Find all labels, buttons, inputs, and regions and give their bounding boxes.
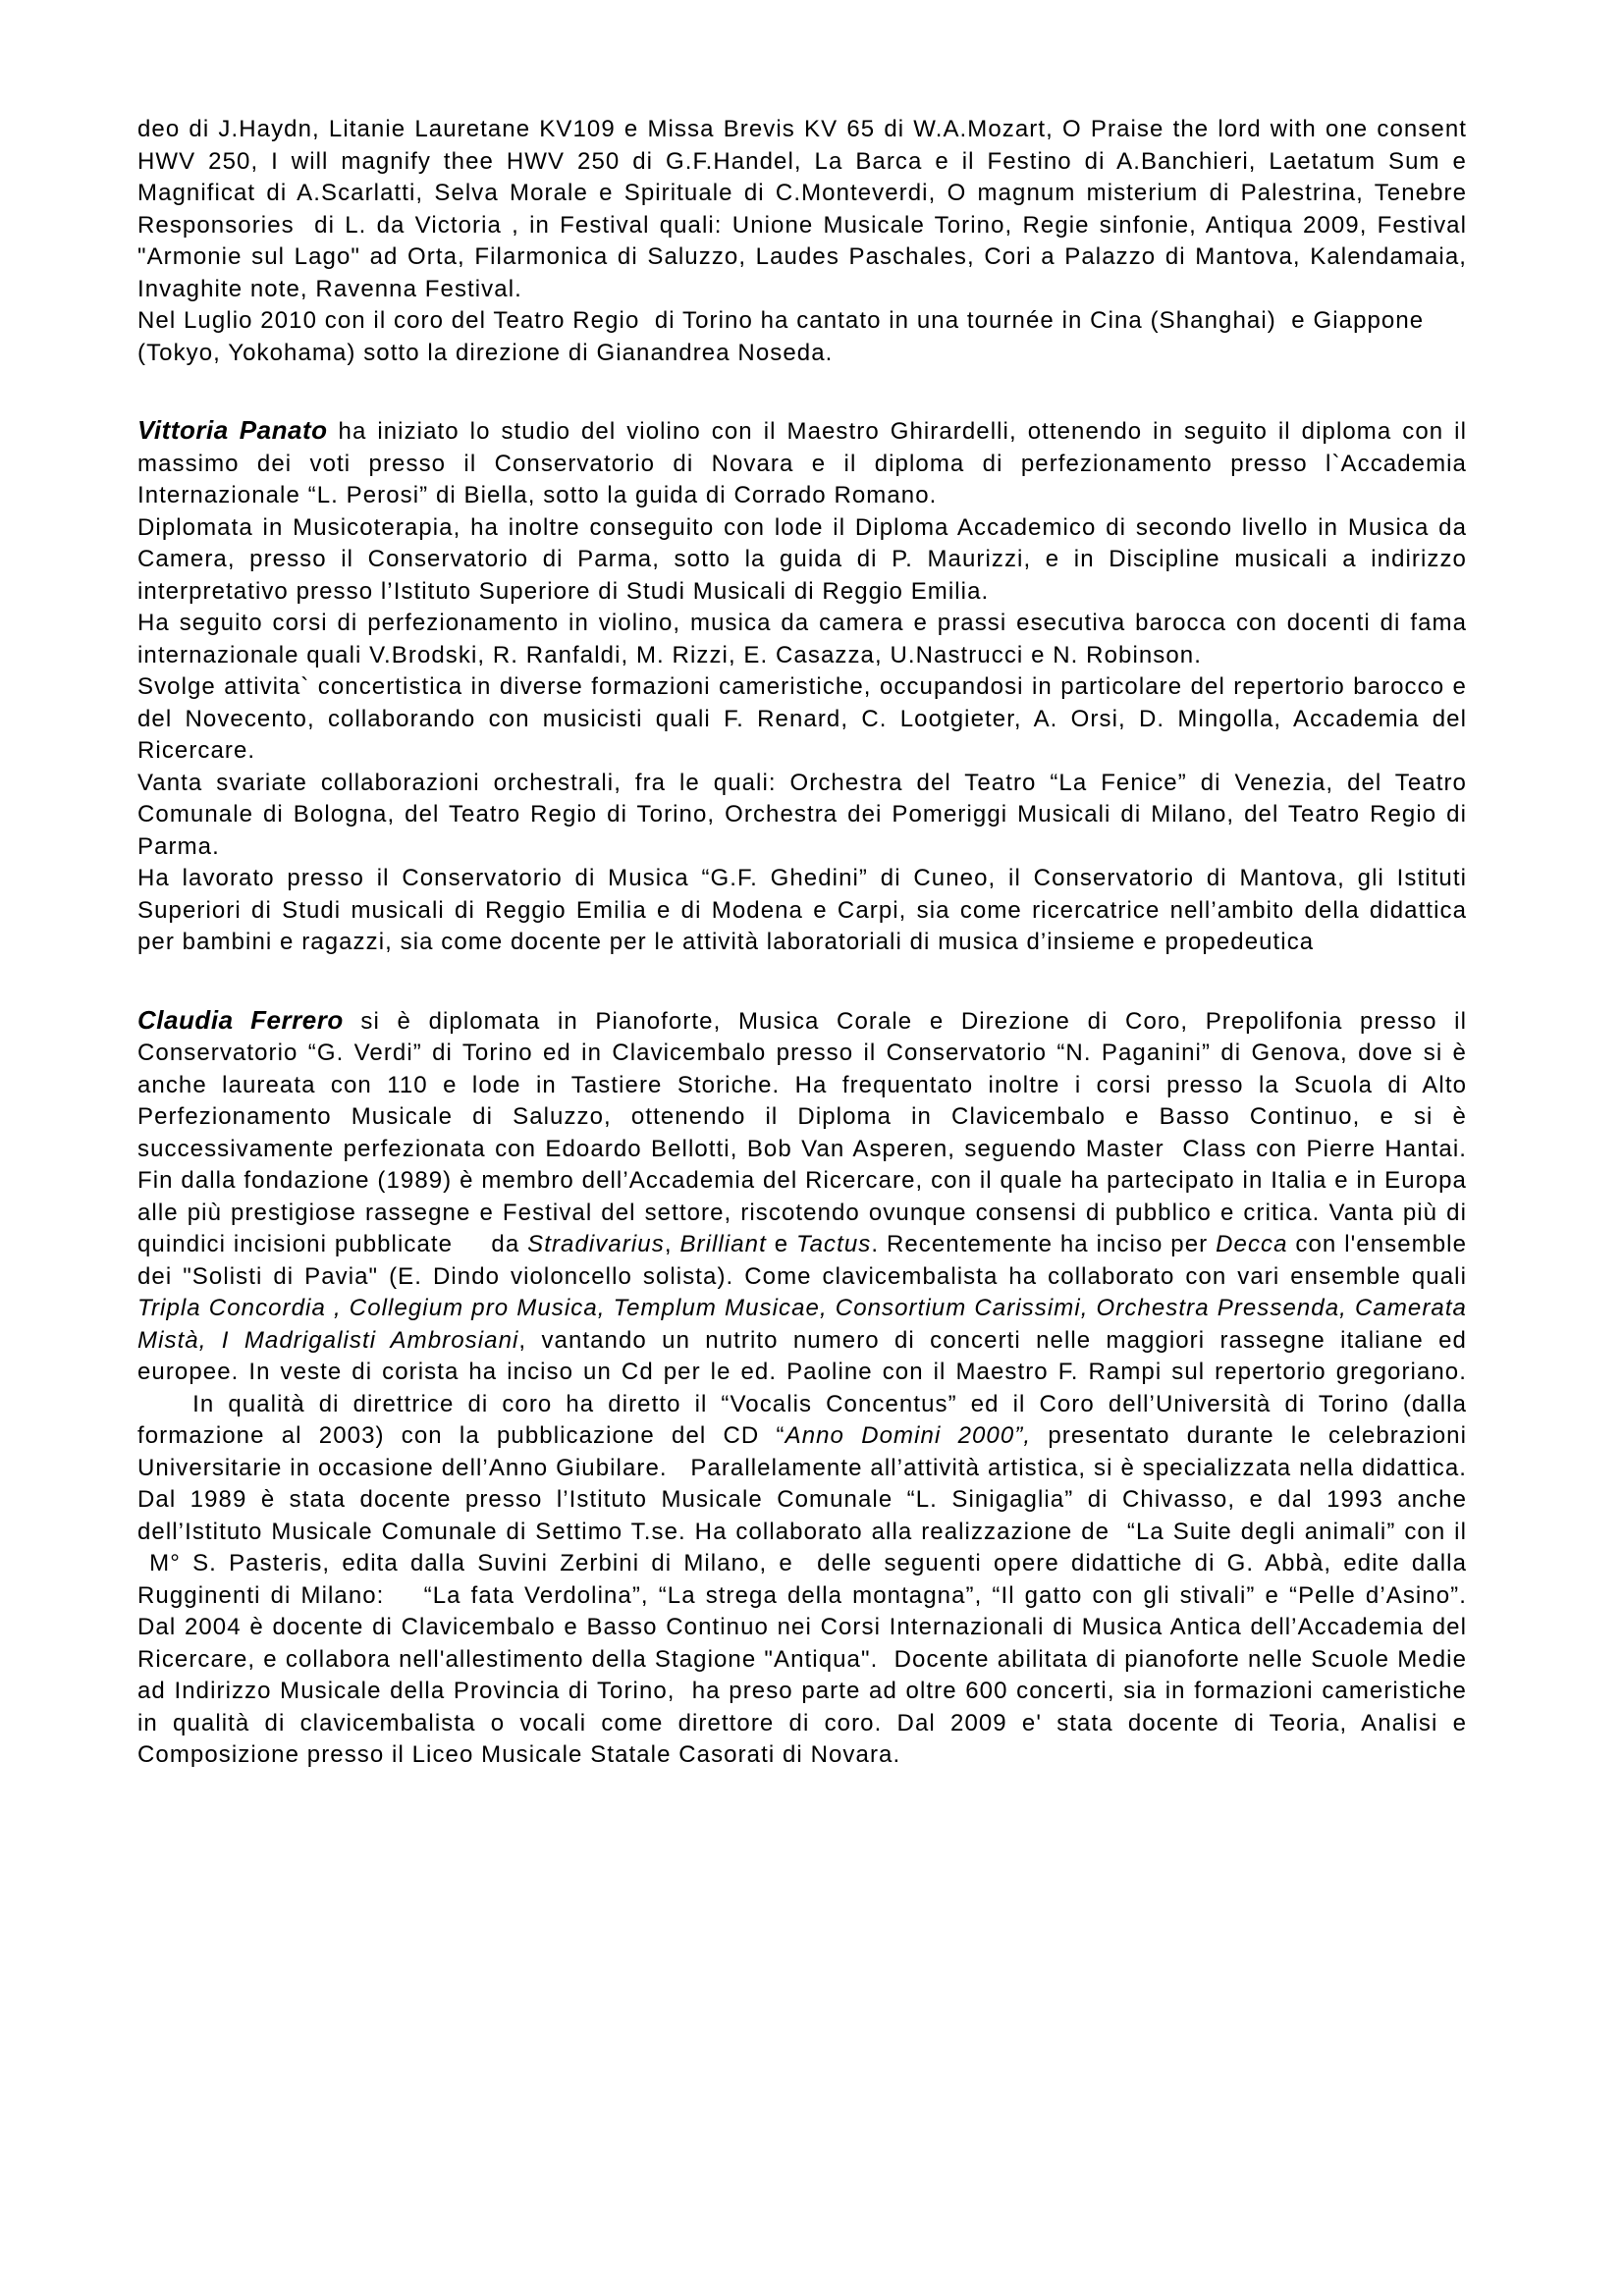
text-run: con l'ensemble dei "Solisti di Pavia" (E. Dindo violoncello solista). Come clavicembalista ha collaborato con vari ensemble quali	[137, 1231, 1475, 1290]
text-run: presentato durante le celebrazioni Universitarie in occasione dell’Anno Giubilare. Parallelamente all’attività artistica, si è specializzata nella didattica. Dal 1989 è stata docente presso l’Istituto Musicale Comunale “L. Sinigaglia” di Chivasso, e dal 1993 anche dell’Istituto Musicale Comunale di Settimo T.se. Ha collaborato alla realizzazione de “La Suite degli animali” con il M° S. Pasteris, edita dalla Suvini Zerbini di Milano, e delle seguenti opere didattiche di G. Abbà, edite dalla Rugginenti di Milano: “La fata Verdolina”, “La strega della montagna”, “Il gatto con gli stivali” e “Pelle d’Asino”. Dal 2004 è docente di Clavicembalo e Basso Continuo nei Corsi Internazionali di Musica Antica dell’Accademia del Ricercare, e collabora nell'allestimento della Stagione "Antiqua". Docente abilitata di pianoforte nelle Scuole Medie ad Indirizzo Musicale della Provincia di Torino, ha preso parte ad oltre 600 concerti, sia in formazioni cameristiche in qualità di clavicembalista o vocali come direttore di coro. Dal 2009 e' stata docente di Teoria, Analisi e Composizione presso il Liceo Musicale Statale Casorati di Novara.	[137, 1422, 1475, 1768]
text-run: Stradivarius	[527, 1231, 665, 1257]
paragraph-repertorio-festival	[137, 114, 1475, 305]
text-run: Nel Luglio 2010 con il coro del Teatro Regio di Torino ha cantato in una tournée in Cina (Shanghai) e Giappone (Tokyo, Yokohama) sotto la direzione di Gianandrea Noseda.	[137, 307, 1432, 366]
paragraph-panato-docenza	[137, 863, 1475, 959]
paragraph-tournee-2010	[137, 305, 1467, 369]
text-run: ha iniziato lo studio del violino con il Maestro Ghirardelli, ottenendo in seguito il diploma con il massimo dei voti presso il Conservatorio di Novara e il diploma di perfezionamento presso l`Accademia Internazionale “L. Perosi” di Biella, sotto la guida di Corrado Romano.	[137, 418, 1475, 508]
paragraph-panato-orchestre	[137, 768, 1475, 864]
text-run: e	[766, 1231, 797, 1257]
section-heading-name: Vittoria Panato	[137, 415, 328, 445]
text-run: Diplomata in Musicoterapia, ha inoltre conseguito con lode il Diploma Accademico di secondo livello in Musica da Camera, presso il Conservatorio di Parma, sotto la guida di P. Maurizzi, e in Discipline musicali a indirizzo interpretativo presso l’Istituto Superiore di Studi Musicali di Reggio Emilia.	[137, 513, 1475, 605]
paragraph-claudia-ferrero-bio	[137, 1004, 1475, 1772]
text-run: Decca	[1216, 1231, 1288, 1257]
paragraph-panato-diplomi	[137, 512, 1475, 609]
text-run: Brilliant	[679, 1231, 767, 1257]
text-run: Vanta svariate collaborazioni orchestrali, fra le quali: Orchestra del Teatro “La Fenice” di Venezia, del Teatro Comunale di Bologna, del Teatro Regio di Torino, Orchestra dei Pomeriggi Musicali di Milano, del Teatro Regio di Parma.	[137, 769, 1475, 860]
paragraph-panato-concertistica	[137, 671, 1475, 768]
document-body	[137, 114, 1475, 1772]
text-run: Ha lavorato presso il Conservatorio di Musica “G.F. Ghedini” di Cuneo, il Conservatorio di Mantova, gli Istituti Superiori di Studi musicali di Reggio Emilia e di Modena e Carpi, sia come ricercatrice nell’ambito della didattica per bambini e ragazzi, sia come docente per le attività laboratoriali di musica d’insieme e propedeutica	[137, 865, 1475, 955]
paragraph-vittoria-panato-intro	[137, 414, 1475, 512]
paragraph-panato-perfezionamento	[137, 608, 1475, 671]
text-run: Ha seguito corsi di perfezionamento in violino, musica da camera e prassi esecutiva barocca con docenti di fama internazionale quali V.Brodski, R. Ranfaldi, M. Rizzi, E. Casazza, U.Nastrucci e N. Robinson.	[137, 610, 1475, 668]
text-run: Svolge attivita` concertistica in diverse formazioni cameristiche, occupandosi in particolare del repertorio barocco e del Novecento, collaborando con musicisti quali F. Renard, C. Lootgieter, A. Orsi, D. Mingolla, Accademia del Ricercare.	[137, 673, 1475, 764]
text-run: Tripla Concordia , Collegium pro Musica, Templum Musicae, Consortium Carissimi, Orchestra Pressenda, Camerata Mistà, I Madrigalisti Ambrosiani	[137, 1295, 1475, 1354]
text-run: deo di J.Haydn, Litanie Lauretane KV109 e Missa Brevis KV 65 di W.A.Mozart, O Praise the lord with one consent HWV 250, I will magnify thee HWV 250 di G.F.Handel, La Barca e il Festino di A.Banchieri, Laetatum Sum e Magnificat di A.Scarlatti, Selva Morale e Spirituale di C.Monteverdi, O magnum misterium di Palestrina, Tenebre Responsories di L. da Victoria , in Festival quali: Unione Musicale Torino, Regie sinfonie, Antiqua 2009, Festival "Armonie sul Lago" ad Orta, Filarmonica di Saluzzo, Laudes Paschales, Cori a Palazzo di Mantova, Kalendamaia, Invaghite note, Ravenna Festival.	[137, 116, 1475, 302]
text-run: Tactus	[796, 1231, 872, 1257]
text-run: , vantando un nutrito numero di concerti nelle maggiori rassegne italiane ed europee. In veste di corista ha inciso un Cd per le ed. Paoline con il Maestro F. Rampi sul repertorio gregoriano. In qualità di direttrice di coro ha diretto il “Vocalis Concentus” ed il Coro dell’Università di Torino (dalla formazione al 2003) con la pubblicazione del CD “	[137, 1326, 1475, 1449]
text-run: ,	[664, 1231, 680, 1257]
text-run: . Recentemente ha inciso per	[871, 1231, 1217, 1257]
text-run: si è diplomata in Pianoforte, Musica Corale e Direzione di Coro, Prepolifonia presso il Conservatorio “G. Verdi” di Torino ed in Clavicembalo presso il Conservatorio “N. Paganini” di Genova, dove si è anche laureata con 110 e lode in Tastiere Storiche. Ha frequentato inoltre i corsi presso la Scuola di Alto Perfezionamento Musicale di Saluzzo, ottenendo il Diploma in Clavicembalo e Basso Continuo, e si è successivamente perfezionata con Edoardo Bellotti, Bob Van Asperen, seguendo Master Class con Pierre Hantai. Fin dalla fondazione (1989) è membro dell’Accademia del Ricercare, con il quale ha partecipato in Italia e in Europa alle più prestigiose rassegne e Festival del settore, riscotendo ovunque consensi di pubblico e critica. Vanta più di quindici incisioni pubblicate da	[137, 1007, 1475, 1257]
section-heading-name: Claudia Ferrero	[137, 1004, 344, 1035]
text-run: Anno Domini 2000”,	[785, 1422, 1032, 1449]
